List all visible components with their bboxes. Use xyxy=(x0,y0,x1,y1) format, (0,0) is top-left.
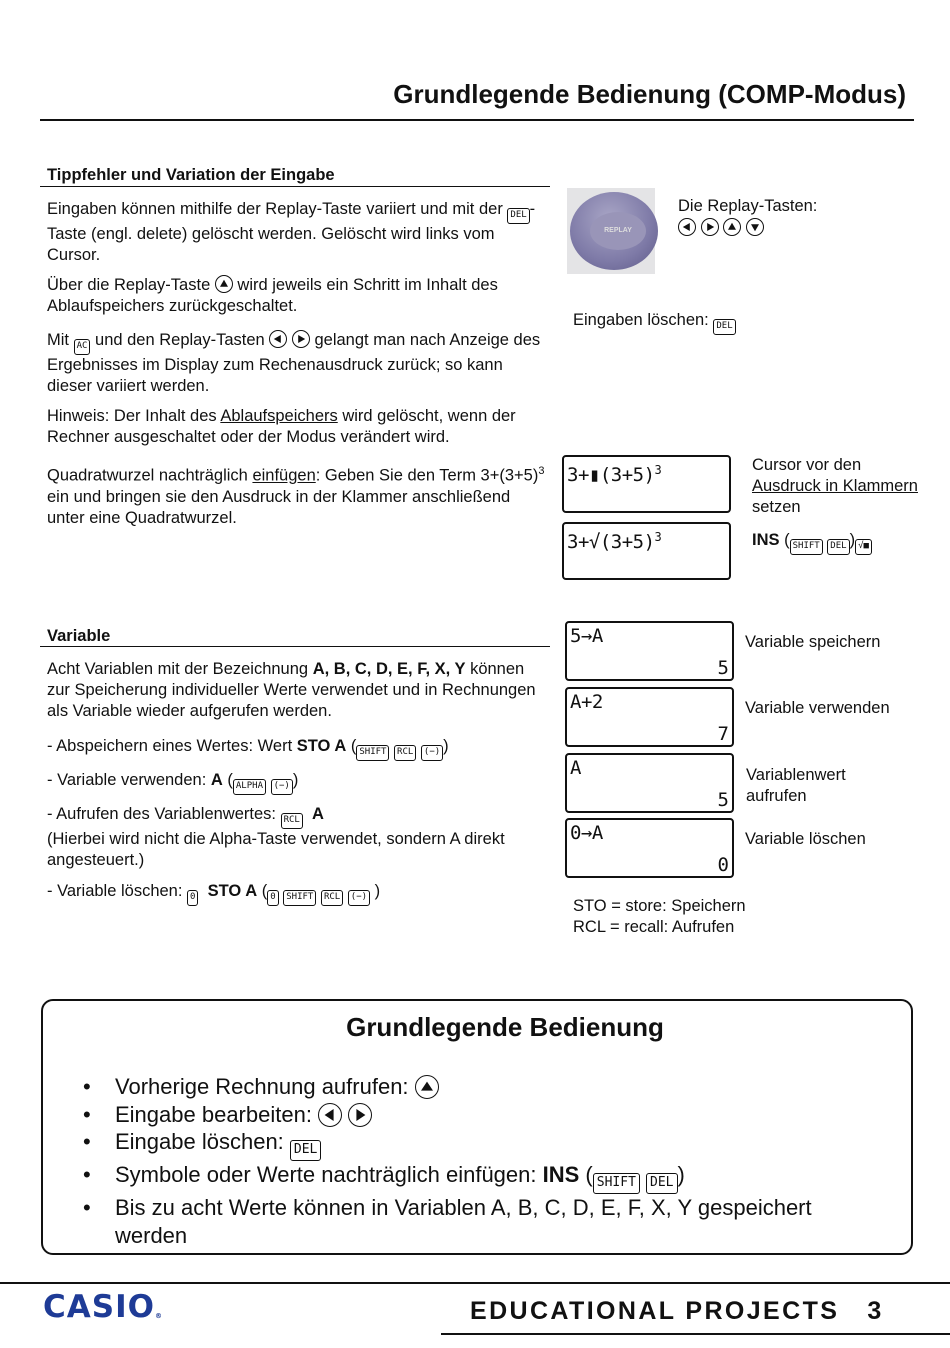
screen-caption: Variable löschen xyxy=(745,830,866,848)
del-key-icon: DEL xyxy=(507,208,529,224)
section-divider xyxy=(40,186,550,187)
cursor-caption: Cursor vor den Ausdruck in Klammern setzen xyxy=(752,456,918,516)
screen-caption: Variable verwenden xyxy=(745,699,890,717)
list-item: • Bis zu acht Werte können in Variablen A, B, C, D, E, F, X, Y gespeichert werden xyxy=(83,1194,873,1249)
calculator-display: 0→A 0 xyxy=(565,818,734,878)
replay-up-icon xyxy=(215,275,233,293)
replay-right-icon xyxy=(701,218,719,236)
calculator-display: $3+▮(3+5)^3$ xyxy=(562,455,731,513)
calculator-display: A+2 7 xyxy=(565,687,734,747)
replay-up-icon xyxy=(415,1075,439,1099)
paragraph-replay-up: Über die Replay-Taste wird jeweils ein Schritt im Inhalt des Ablaufspeichers zurückgeschaltet. xyxy=(47,276,498,315)
zero-key-icon: 0 xyxy=(187,890,198,906)
page-title: Grundlegende Bedienung (COMP-Modus) xyxy=(393,79,906,109)
section-divider xyxy=(40,646,550,647)
replay-key-photo: REPLAY xyxy=(567,188,655,274)
shift-key-icon: SHIFT xyxy=(356,745,389,761)
replay-left-icon xyxy=(678,218,696,236)
paragraph-replay-intro: Eingaben können mithilfe der Replay-Taste variiert und mit der DEL -Taste (engl. delete) gelöscht werden. Gelöscht wird links vom Cursor. xyxy=(47,200,536,264)
casio-logo: CASIO® xyxy=(43,1289,162,1325)
paragraph-quadratwurzel: Quadratwurzel nachträglich einfügen: Geben Sie den Term $3+(3+5)^3$ ein und bringen sie den Ausdruck in der Klammer anschließend unter eine Quadratwurzel. xyxy=(47,465,545,527)
footer-title: EDUCATIONAL PROJECTS 3 xyxy=(470,1297,884,1325)
rcl-key-icon: RCL xyxy=(394,745,416,761)
replay-right-icon xyxy=(348,1103,372,1127)
zero-key-icon: 0 xyxy=(267,890,278,906)
section-heading-variable: Variable xyxy=(47,627,111,645)
rcl-key-icon: RCL xyxy=(281,813,303,829)
del-key-icon: DEL xyxy=(646,1173,677,1194)
footer-divider xyxy=(0,1282,950,1284)
paragraph-ac-replay: Mit AC und den Replay-Tasten gelangt man nach Anzeige des Ergebnisses im Display zum Rechenausdruck zurück; so kann dieser variiert werden. xyxy=(47,331,541,395)
del-key-icon: DEL xyxy=(827,539,849,555)
summary-title: Grundlegende Bedienung xyxy=(346,1012,664,1042)
calculator-display: 5→A 5 xyxy=(565,621,734,681)
delete-label: Eingaben löschen: DEL xyxy=(573,310,736,335)
replay-left-icon xyxy=(269,330,287,348)
replay-right-icon xyxy=(292,330,310,348)
instruction-store: - Abspeichern eines Wertes: Wert STO A ( SHIFT RCL (−) ) xyxy=(47,736,547,761)
sqrt-key-icon: √■ xyxy=(855,539,872,555)
replay-down-icon xyxy=(746,218,764,236)
ac-key-icon: AC xyxy=(74,339,91,355)
replay-left-icon xyxy=(318,1103,342,1127)
paragraph-variables: Acht Variablen mit der Bezeichnung A, B, C, D, E, F, X, Y können zur Speicherung individueller Werte verwendet und in Rechnungen als Variable wieder aufgerufen werden. xyxy=(47,660,536,720)
screen-caption: Variable speichern xyxy=(745,633,881,651)
list-item: • Eingabe bearbeiten: xyxy=(83,1101,873,1129)
replay-keys-label: Die Replay-Tasten: xyxy=(678,196,918,239)
shift-key-icon: SHIFT xyxy=(593,1173,640,1194)
negative-key-icon: (−) xyxy=(421,745,443,761)
instruction-recall: - Aufrufen des Variablenwertes: RCL A (Hierbei wird nicht die Alpha-Taste verwendet, sondern A direkt angesteuert.) xyxy=(47,805,505,869)
rcl-key-icon: RCL xyxy=(321,890,343,906)
replay-up-icon xyxy=(723,218,741,236)
section-heading-tippfehler: Tippfehler und Variation der Eingabe xyxy=(47,166,335,184)
shift-key-icon: SHIFT xyxy=(790,539,823,555)
ins-instruction: INS ( SHIFT DEL ) √■ xyxy=(752,530,932,555)
del-key-icon: DEL xyxy=(290,1140,321,1161)
del-key-icon: DEL xyxy=(713,319,735,335)
title-divider xyxy=(40,119,914,121)
instruction-use: - Variable verwenden: A ( ALPHA (−) ) xyxy=(47,770,547,795)
calculator-display: A 5 xyxy=(565,753,734,813)
paragraph-hinweis: Hinweis: Der Inhalt des Ablaufspeichers wird gelöscht, wenn der Rechner ausgeschaltet oder der Modus verändert wird. xyxy=(47,407,516,446)
list-item: • Symbole oder Werte nachträglich einfügen: INS ( SHIFT DEL ) xyxy=(83,1161,873,1194)
alpha-key-icon: ALPHA xyxy=(233,779,266,795)
negative-key-icon: (−) xyxy=(271,779,293,795)
summary-list xyxy=(83,1073,873,1249)
shift-key-icon: SHIFT xyxy=(283,890,316,906)
abbreviation-legend: STO = store: Speichern RCL = recall: Aufrufen xyxy=(573,897,746,936)
page-number: 3 xyxy=(867,1297,884,1325)
list-item: • Eingabe löschen: DEL xyxy=(83,1128,873,1161)
calculator-display: $3+√(3+5)^3$ xyxy=(562,522,731,580)
footer-underline xyxy=(441,1333,950,1335)
negative-key-icon: (−) xyxy=(348,890,370,906)
screen-caption: Variablenwert aufrufen xyxy=(746,766,846,805)
instruction-clear: - Variable löschen: 0 STO A ( 0 SHIFT RCL (−) ) xyxy=(47,881,547,906)
list-item: • Vorherige Rechnung aufrufen: xyxy=(83,1073,873,1101)
